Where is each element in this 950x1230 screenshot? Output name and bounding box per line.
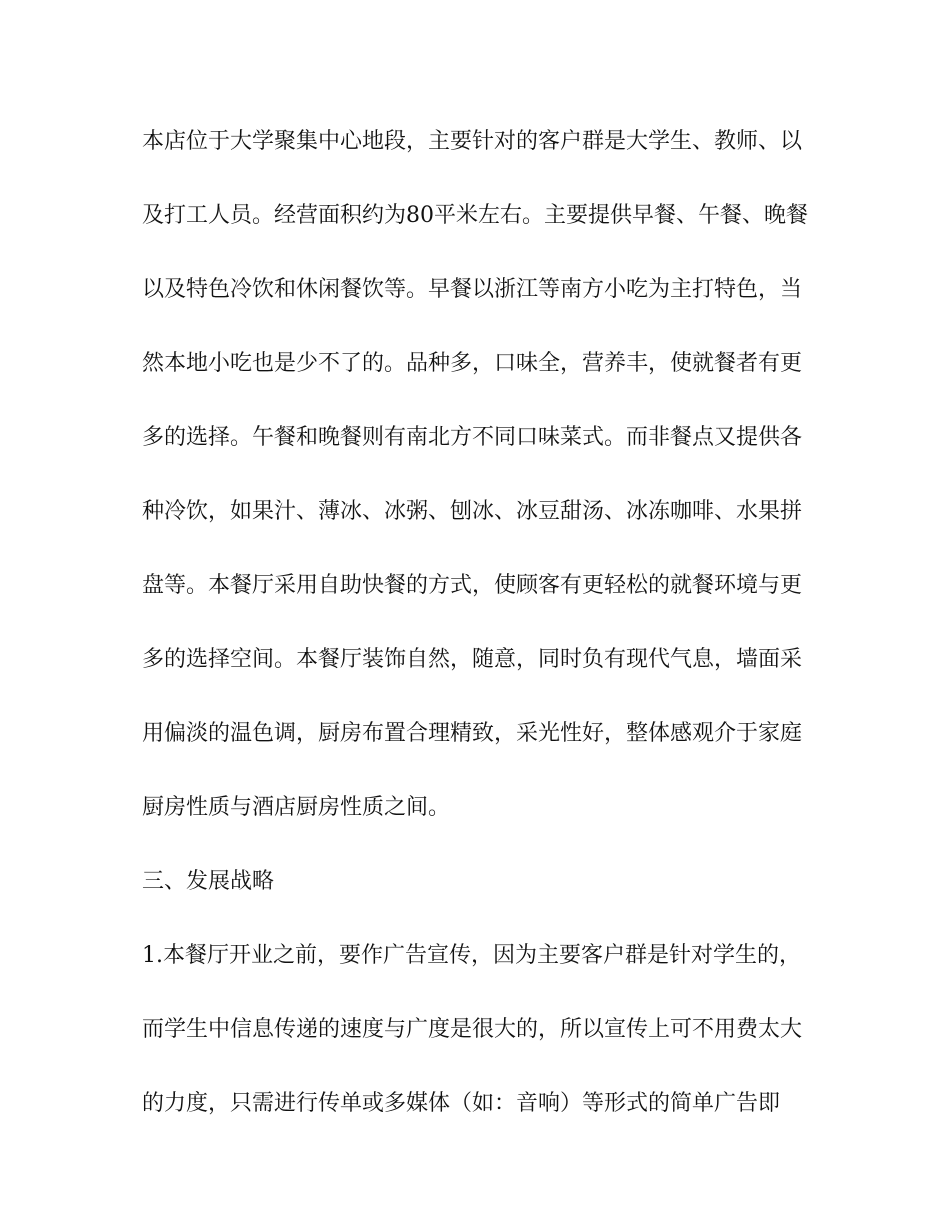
paragraph-line: 种冷饮，如果汁、薄冰、冰粥、刨冰、冰豆甜汤、冰冻咖啡、水果拼 [142, 499, 803, 524]
paragraph-line: 多的选择空间。本餐厅装饰自然，随意，同时负有现代气息，墙面采 [142, 647, 803, 672]
paragraph-line: 及打工人员。经营面积约为80平米左右。主要提供早餐、午餐、晚餐 [142, 203, 808, 228]
paragraph-line: 厨房性质与酒店厨房性质之间。 [142, 795, 451, 820]
section-heading: 三、发展战略 [142, 869, 275, 894]
paragraph-line: 1.本餐厅开业之前，要作广告宣传，因为主要客户群是针对学生的， [142, 943, 801, 968]
paragraph-line: 用偏淡的温色调，厨房布置合理精致，采光性好，整体感观介于家庭 [142, 721, 803, 746]
paragraph-line: 多的选择。午餐和晚餐则有南北方不同口味菜式。而非餐点又提供各 [142, 425, 803, 450]
paragraph-line: 的力度，只需进行传单或多媒体（如：音响）等形式的简单广告即 [142, 1091, 781, 1116]
paragraph-line: 盘等。本餐厅采用自助快餐的方式，使顾客有更轻松的就餐环境与更 [142, 573, 803, 598]
paragraph-line: 本店位于大学聚集中心地段，主要针对的客户群是大学生、教师、以 [142, 129, 803, 154]
paragraph-line: 而学生中信息传递的速度与广度是很大的，所以宣传上可不用费太大 [142, 1017, 803, 1042]
paragraph-line: 以及特色冷饮和休闲餐饮等。早餐以浙江等南方小吃为主打特色，当 [142, 277, 803, 302]
paragraph-line: 然本地小吃也是少不了的。品种多，口味全，营养丰，使就餐者有更 [142, 351, 803, 376]
